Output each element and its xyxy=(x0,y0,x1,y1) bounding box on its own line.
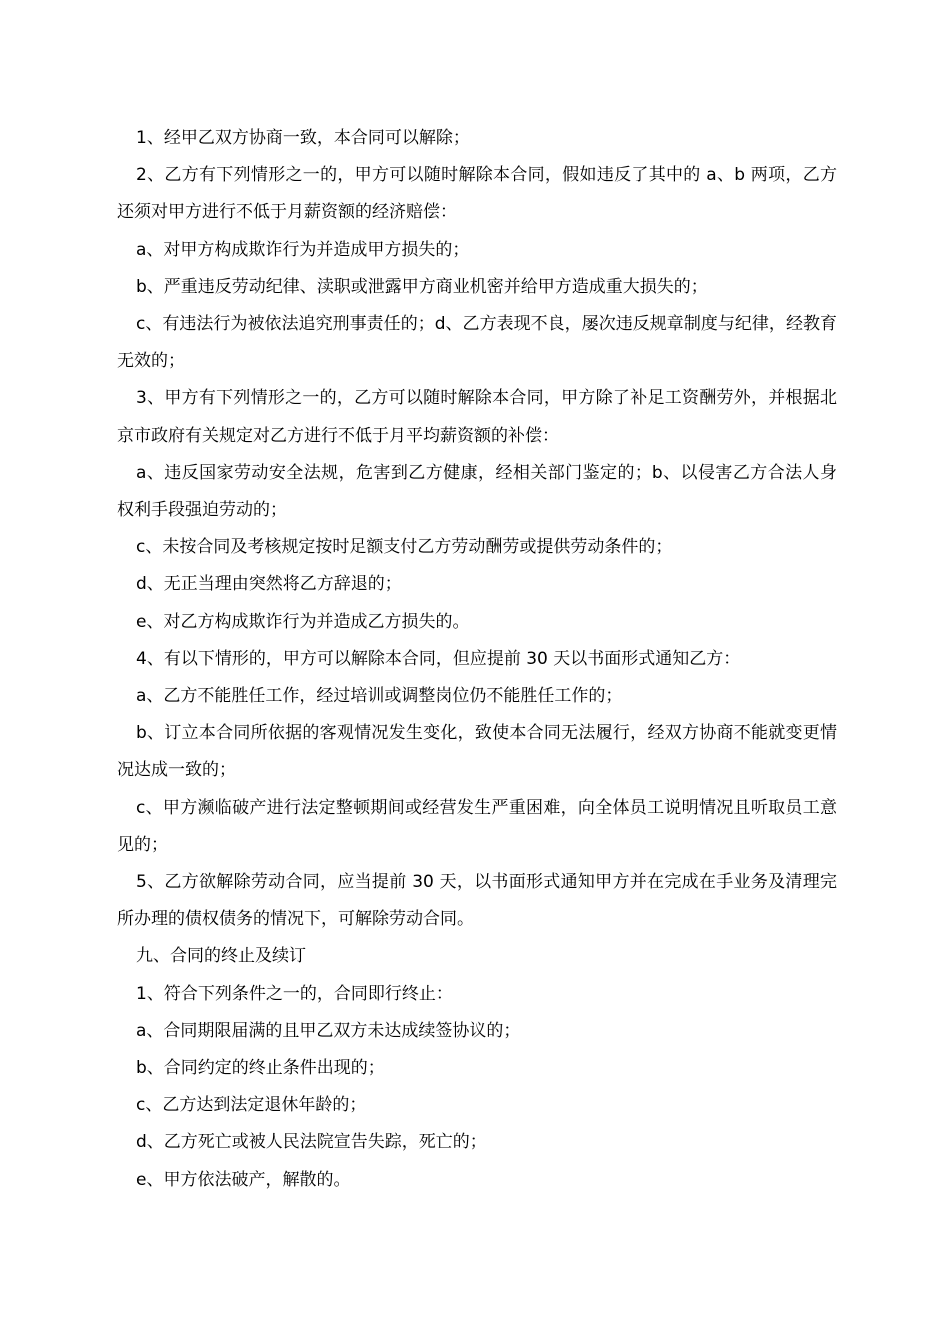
paragraph-item-a-b: a、违反国家劳动安全法规，危害到乙方健康，经相关部门鉴定的；b、以侵害乙方合法人身权利手段强迫劳动的； xyxy=(117,462,837,521)
paragraph-termination-item-a: a、合同期限届满的且甲乙双方未达成续签协议的； xyxy=(136,1020,521,1041)
paragraph-item-c: c、未按合同及考核规定按时足额支付乙方劳动酬劳或提供劳动条件的； xyxy=(136,537,673,558)
paragraph-termination-by-agreement: 1、经甲乙双方协商一致，本合同可以解除； xyxy=(136,128,470,148)
paragraph-termination-conditions: 1、符合下列条件之一的，合同即行终止： xyxy=(136,983,453,1004)
paragraph-item-c-d: c、有违法行为被依法追究刑事责任的；d、乙方表现不良，屡次违反规章制度与纪律，经教育无效的； xyxy=(117,314,837,372)
paragraph-termination-item-e: e、甲方依法破产，解散的。 xyxy=(136,1169,351,1190)
paragraph-item-d: d、无正当理由突然将乙方辞退的； xyxy=(136,574,402,595)
paragraph-item-e: e、对乙方构成欺诈行为并造成乙方损失的。 xyxy=(136,611,470,632)
section-heading-termination-renewal: 九、合同的终止及续订 xyxy=(136,946,306,967)
paragraph-notice-conditions: 4、有以下情形的，甲方可以解除本合同，但应提前 30 天以书面形式通知乙方： xyxy=(136,648,741,669)
paragraph-party-a-conditions: 3、甲方有下列情形之一的，乙方可以随时解除本合同，甲方除了补足工资酬劳外，并根据北京市政府有关规定对乙方进行不低于月平均薪资额的补偿： xyxy=(117,388,837,446)
paragraph-termination-item-b: b、合同约定的终止条件出现的； xyxy=(136,1058,385,1079)
paragraph-notice-item-b: b、订立本合同所依据的客观情况发生变化，致使本合同无法履行，经双方协商不能就变更情况达成一致的； xyxy=(117,723,837,781)
paragraph-termination-item-c: c、乙方达到法定退休年龄的； xyxy=(136,1095,367,1116)
document-page xyxy=(117,120,837,1199)
paragraph-notice-item-c: c、甲方濒临破产进行法定整顿期间或经营发生严重困难，向全体员工说明情况且听取员工意见的； xyxy=(117,797,837,855)
paragraph-item-a: a、对甲方构成欺诈行为并造成甲方损失的； xyxy=(136,239,470,260)
paragraph-item-b: b、严重违反劳动纪律、渎职或泄露甲方商业机密并给甲方造成重大损失的； xyxy=(136,276,708,297)
paragraph-notice-item-a: a、乙方不能胜任工作，经过培训或调整岗位仍不能胜任工作的； xyxy=(136,686,623,707)
paragraph-party-b-resignation: 5、乙方欲解除劳动合同，应当提前 30 天，以书面形式通知甲方并在完成在手业务及清理完所办理的债权债务的情况下，可解除劳动合同。 xyxy=(117,872,837,930)
paragraph-party-b-conditions: 2、乙方有下列情形之一的，甲方可以随时解除本合同，假如违反了其中的 a、b 两项，乙方还须对甲方进行不低于月薪资额的经济赔偿： xyxy=(117,165,837,223)
paragraph-termination-item-d: d、乙方死亡或被人民法院宣告失踪，死亡的； xyxy=(136,1132,487,1153)
